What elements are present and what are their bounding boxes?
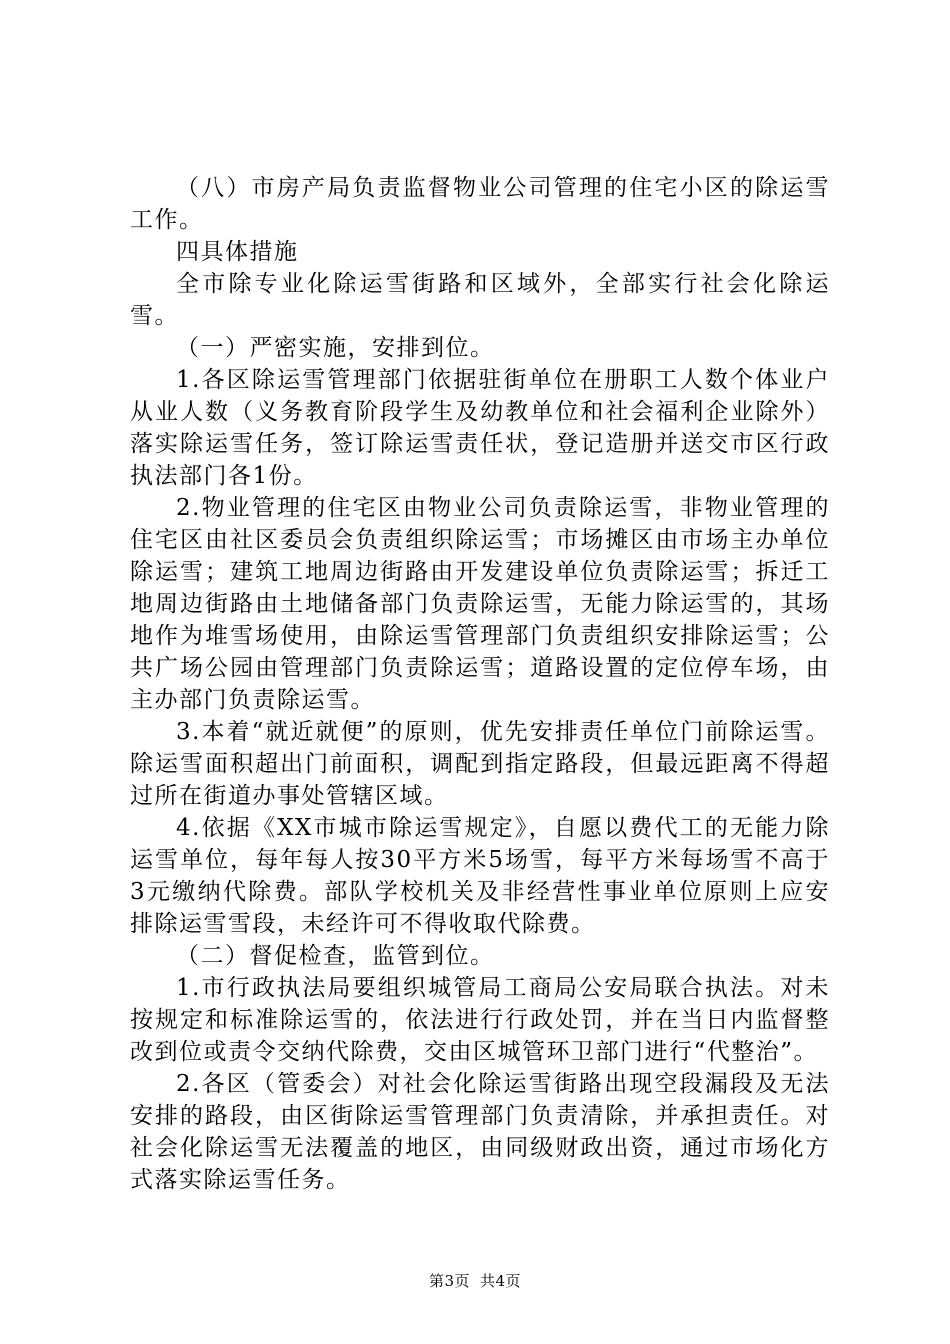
subsection-heading-2: （二）督促检查，监管到位。 bbox=[176, 943, 495, 969]
paragraph-item-1-4: 4.依据《XX市城市除运雪规定》，自愿以费代工的无能力除运雪单位，每年每人按30平方米5场雪，每平方米每场雪不高于3元缴纳代除费。部队学校机关及非经营性事业单位原则上应安排除运雪雪段，未经许可不得收取代除费。 bbox=[130, 815, 830, 937]
paragraph-item-1-1: 1.各区除运雪管理部门依据驻街单位在册职工人数个体业户从业人数（义务教育阶段学生及幼教单位和社会福利企业除外）落实除运雪任务，签订除运雪责任状，登记造册并送交市区行政执法部门各1份。 bbox=[130, 367, 830, 489]
paragraph-item-2-1: 1.市行政执法局要组织城管局工商局公安局联合执法。对未按规定和标准除运雪的，依法进行行政处罚，并在当日内监督整改到位或责令交纳代除费，交由区城管环卫部门进行“代整治”。 bbox=[130, 975, 830, 1065]
page-footer bbox=[0, 1270, 950, 1291]
paragraph-intro: 全市除专业化除运雪街路和区域外，全部实行社会化除运雪。 bbox=[130, 271, 830, 329]
paragraph-item-1-3: 3.本着“就近就便”的原则，优先安排责任单位门前除运雪。除运雪面积超出门前面积，调配到指定路段，但最远距离不得超过所在街道办事处管辖区域。 bbox=[130, 719, 830, 809]
document-body bbox=[130, 172, 830, 1196]
section-heading-measures: 四具体措施 bbox=[176, 239, 299, 265]
paragraph-item-1-2: 2.物业管理的住宅区由物业公司负责除运雪，非物业管理的住宅区由社区委员会负责组织除运雪；市场摊区由市场主办单位除运雪；建筑工地周边街路由开发建设单位负责除运雪；拆迁工地周边街路由土地储备部门负责除运雪，无能力除运雪的，其场地作为堆雪场使用，由除运雪管理部门负责组织安排除运雪；公共广场公园由管理部门负责除运雪；道路设置的定位停车场，由主办部门负责除运雪。 bbox=[130, 495, 830, 713]
subsection-heading-1: （一）严密实施，安排到位。 bbox=[176, 335, 495, 361]
paragraph-section-8: （八）市房产局负责监督物业公司管理的住宅小区的除运雪工作。 bbox=[130, 175, 830, 233]
page-number: 第3页 bbox=[428, 1272, 470, 1290]
page-total: 共4页 bbox=[480, 1272, 522, 1290]
paragraph-item-2-2: 2.各区（管委会）对社会化除运雪街路出现空段漏段及无法安排的路段，由区街除运雪管理部门负责清除，并承担责任。对社会化除运雪无法覆盖的地区，由同级财政出资，通过市场化方式落实除运雪任务。 bbox=[130, 1071, 830, 1193]
